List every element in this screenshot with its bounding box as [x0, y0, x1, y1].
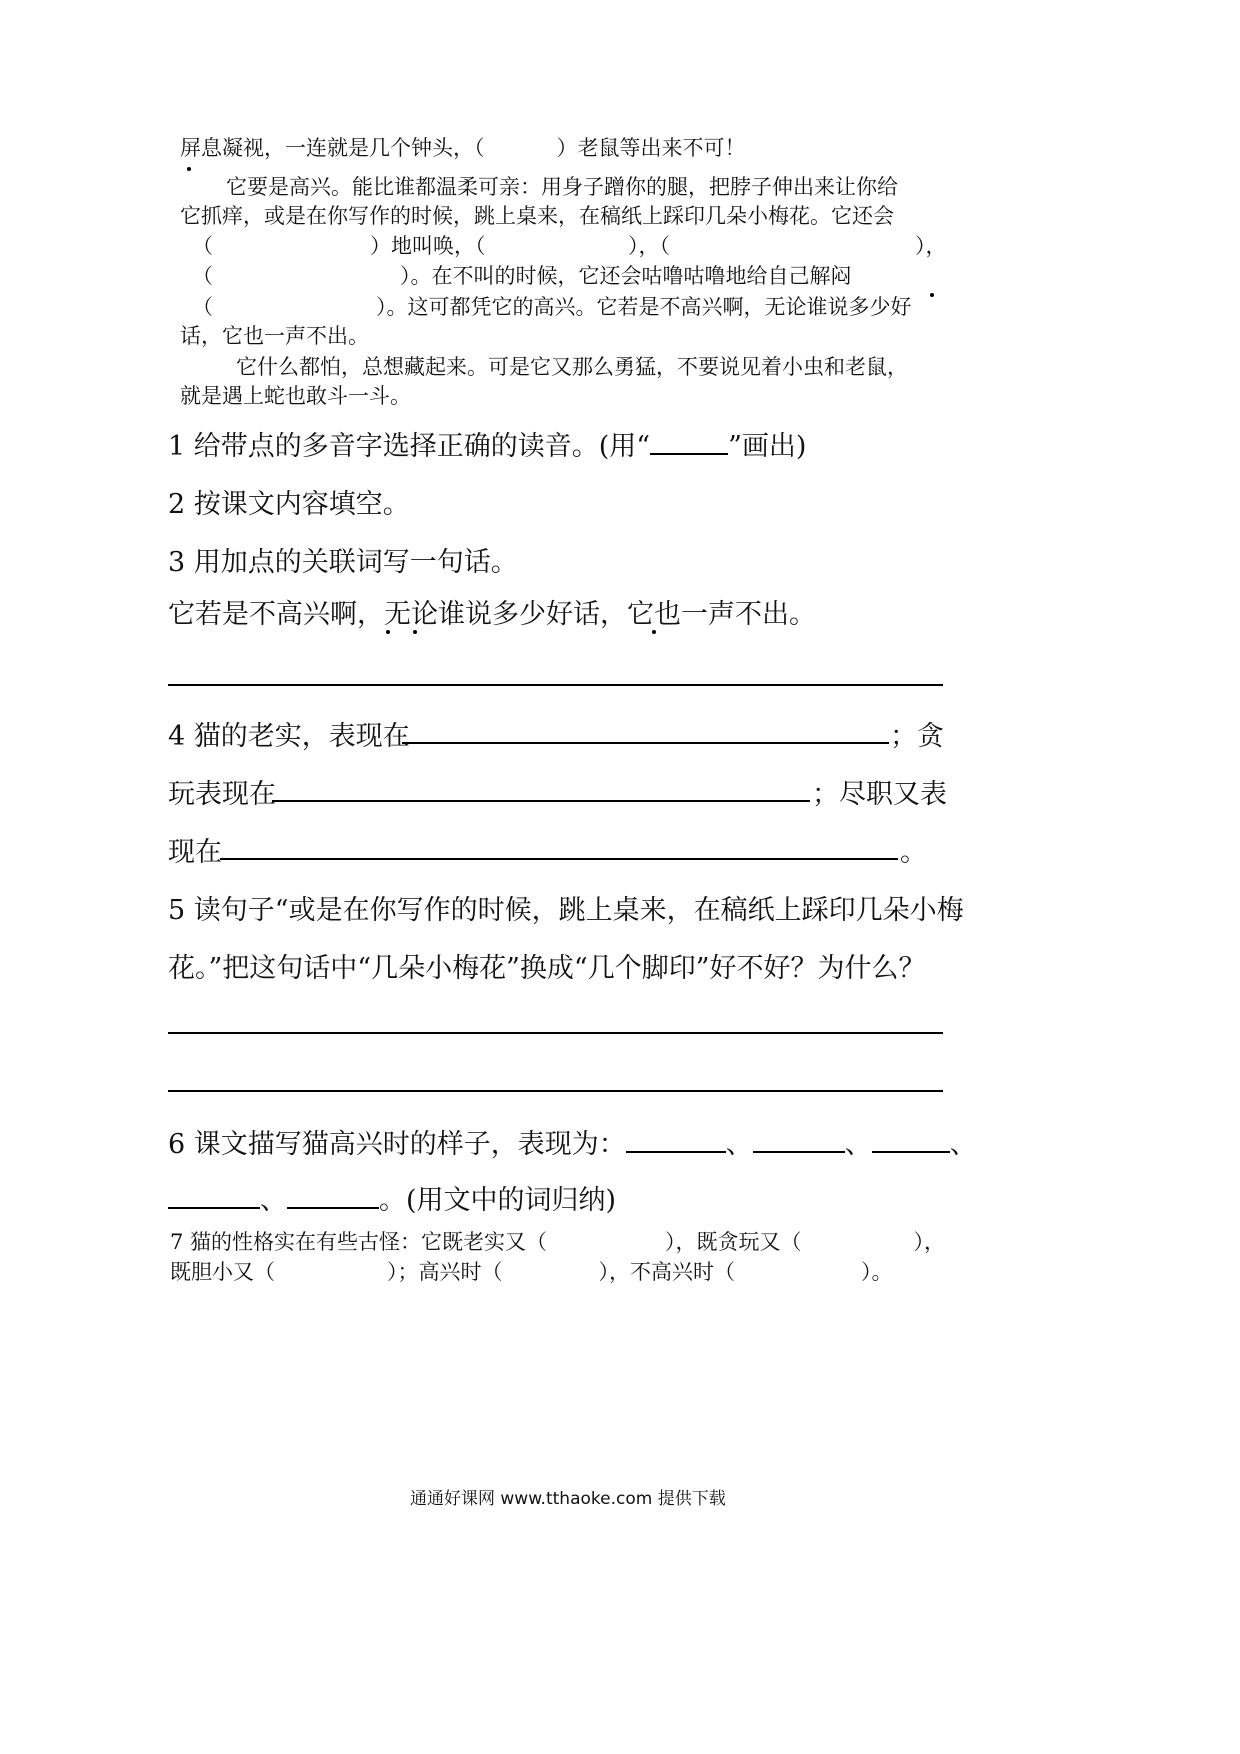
question-4-end: 。: [900, 837, 927, 868]
sample-underline: [650, 429, 728, 455]
question-3: 3 用加点的关联词写一句话。: [168, 547, 518, 578]
passage-p2-line-3: ）地叫唤，（: [370, 234, 486, 258]
blank-call-end: ），: [915, 234, 947, 258]
blank-line-4: （: [192, 264, 213, 288]
emphasis-dot: [386, 630, 390, 634]
blank-line-5: （: [192, 295, 213, 319]
answer-blank[interactable]: [753, 1127, 845, 1153]
question-2: 2 按课文内容填空。: [168, 489, 410, 520]
answer-line-q5-2[interactable]: [168, 1090, 943, 1092]
passage-p2-line-2: 它抓痒，或是在你写作的时候，跳上桌来，在稿纸上踩印几朵小梅花。它还会: [180, 204, 894, 228]
question-4-duty-label: ；尽职又表: [812, 779, 947, 810]
answer-blank[interactable]: [872, 1127, 950, 1153]
question-4-label: 4 猫的老实，表现在: [168, 721, 410, 752]
answer-line-q4-honest[interactable]: [402, 742, 889, 744]
emphasis-dot: [930, 293, 934, 297]
question-5-line-2: 花。”把这句话中“几朵小梅花”换成“几个脚印”好不好？为什么？: [168, 953, 926, 984]
question-6-continue: 、 。(用文中的词归纳): [168, 1178, 616, 1217]
answer-blank[interactable]: [626, 1127, 726, 1153]
question-7-line-1: 7 猫的性格实在有些古怪：它既老实又（ ），既贪玩又（ ），: [170, 1230, 946, 1254]
emphasis-dot: [187, 167, 191, 171]
question-4-continue: ；贪: [890, 721, 944, 752]
passage-p2-line-4: ）。在不叫的时候，它还会咕噜咕噜地给自己解闷: [400, 264, 852, 288]
blank-call-sound: ），（: [628, 234, 670, 258]
passage-p3-line-2: 就是遇上蛇也敢斗一斗。: [180, 384, 411, 408]
question-4-play-label: 玩表现在: [168, 779, 276, 810]
emphasis-dot: [413, 630, 417, 634]
answer-line-q4-play[interactable]: [272, 800, 810, 802]
emphasis-dot: [652, 630, 656, 634]
question-4-duty-label-2: 现在: [168, 837, 222, 868]
answer-line-q5-1[interactable]: [168, 1032, 943, 1034]
page-footer: 通通好课网 www.tthaoke.com 提供下载: [410, 1489, 726, 1509]
question-5-line-1: 5 读句子“或是在你写作的时候，跳上桌来，在稿纸上踩印几朵小梅: [168, 895, 964, 926]
question-6: 6 课文描写猫高兴时的样子，表现为： 、 、 、: [168, 1129, 977, 1160]
passage-line-1: 屏息凝视，一连就是几个钟头，（ ）老鼠等出来不可！: [180, 136, 746, 160]
answer-line-q3[interactable]: [168, 684, 943, 686]
answer-line-q4-duty[interactable]: [220, 858, 898, 860]
question-1: 1 给带点的多音字选择正确的读音。(用“ ”画出): [168, 431, 807, 462]
question-3-sentence: 它若是不高兴啊，无论谁说多少好话，它也一声不出。: [168, 599, 816, 630]
passage-p3-line-1: 它什么都怕，总想藏起来。可是它又那么勇猛，不要说见着小虫和老鼠，: [236, 355, 908, 379]
answer-blank[interactable]: [287, 1183, 379, 1209]
answer-blank[interactable]: [168, 1183, 260, 1209]
passage-p2-line-6: 话，它也一声不出。: [180, 324, 369, 348]
passage-p2-line-5: ）。这可都凭它的高兴。它若是不高兴啊，无论谁说多少好: [376, 295, 912, 319]
blank-call-manner: （: [192, 234, 213, 258]
question-7-line-2: 既胆小又（ ）；高兴时（ ），不高兴时（ ）。: [170, 1260, 893, 1284]
passage-p2-line-1: 它要是高兴。能比谁都温柔可亲：用身子蹭你的腿，把脖子伸出来让你给: [226, 175, 898, 199]
